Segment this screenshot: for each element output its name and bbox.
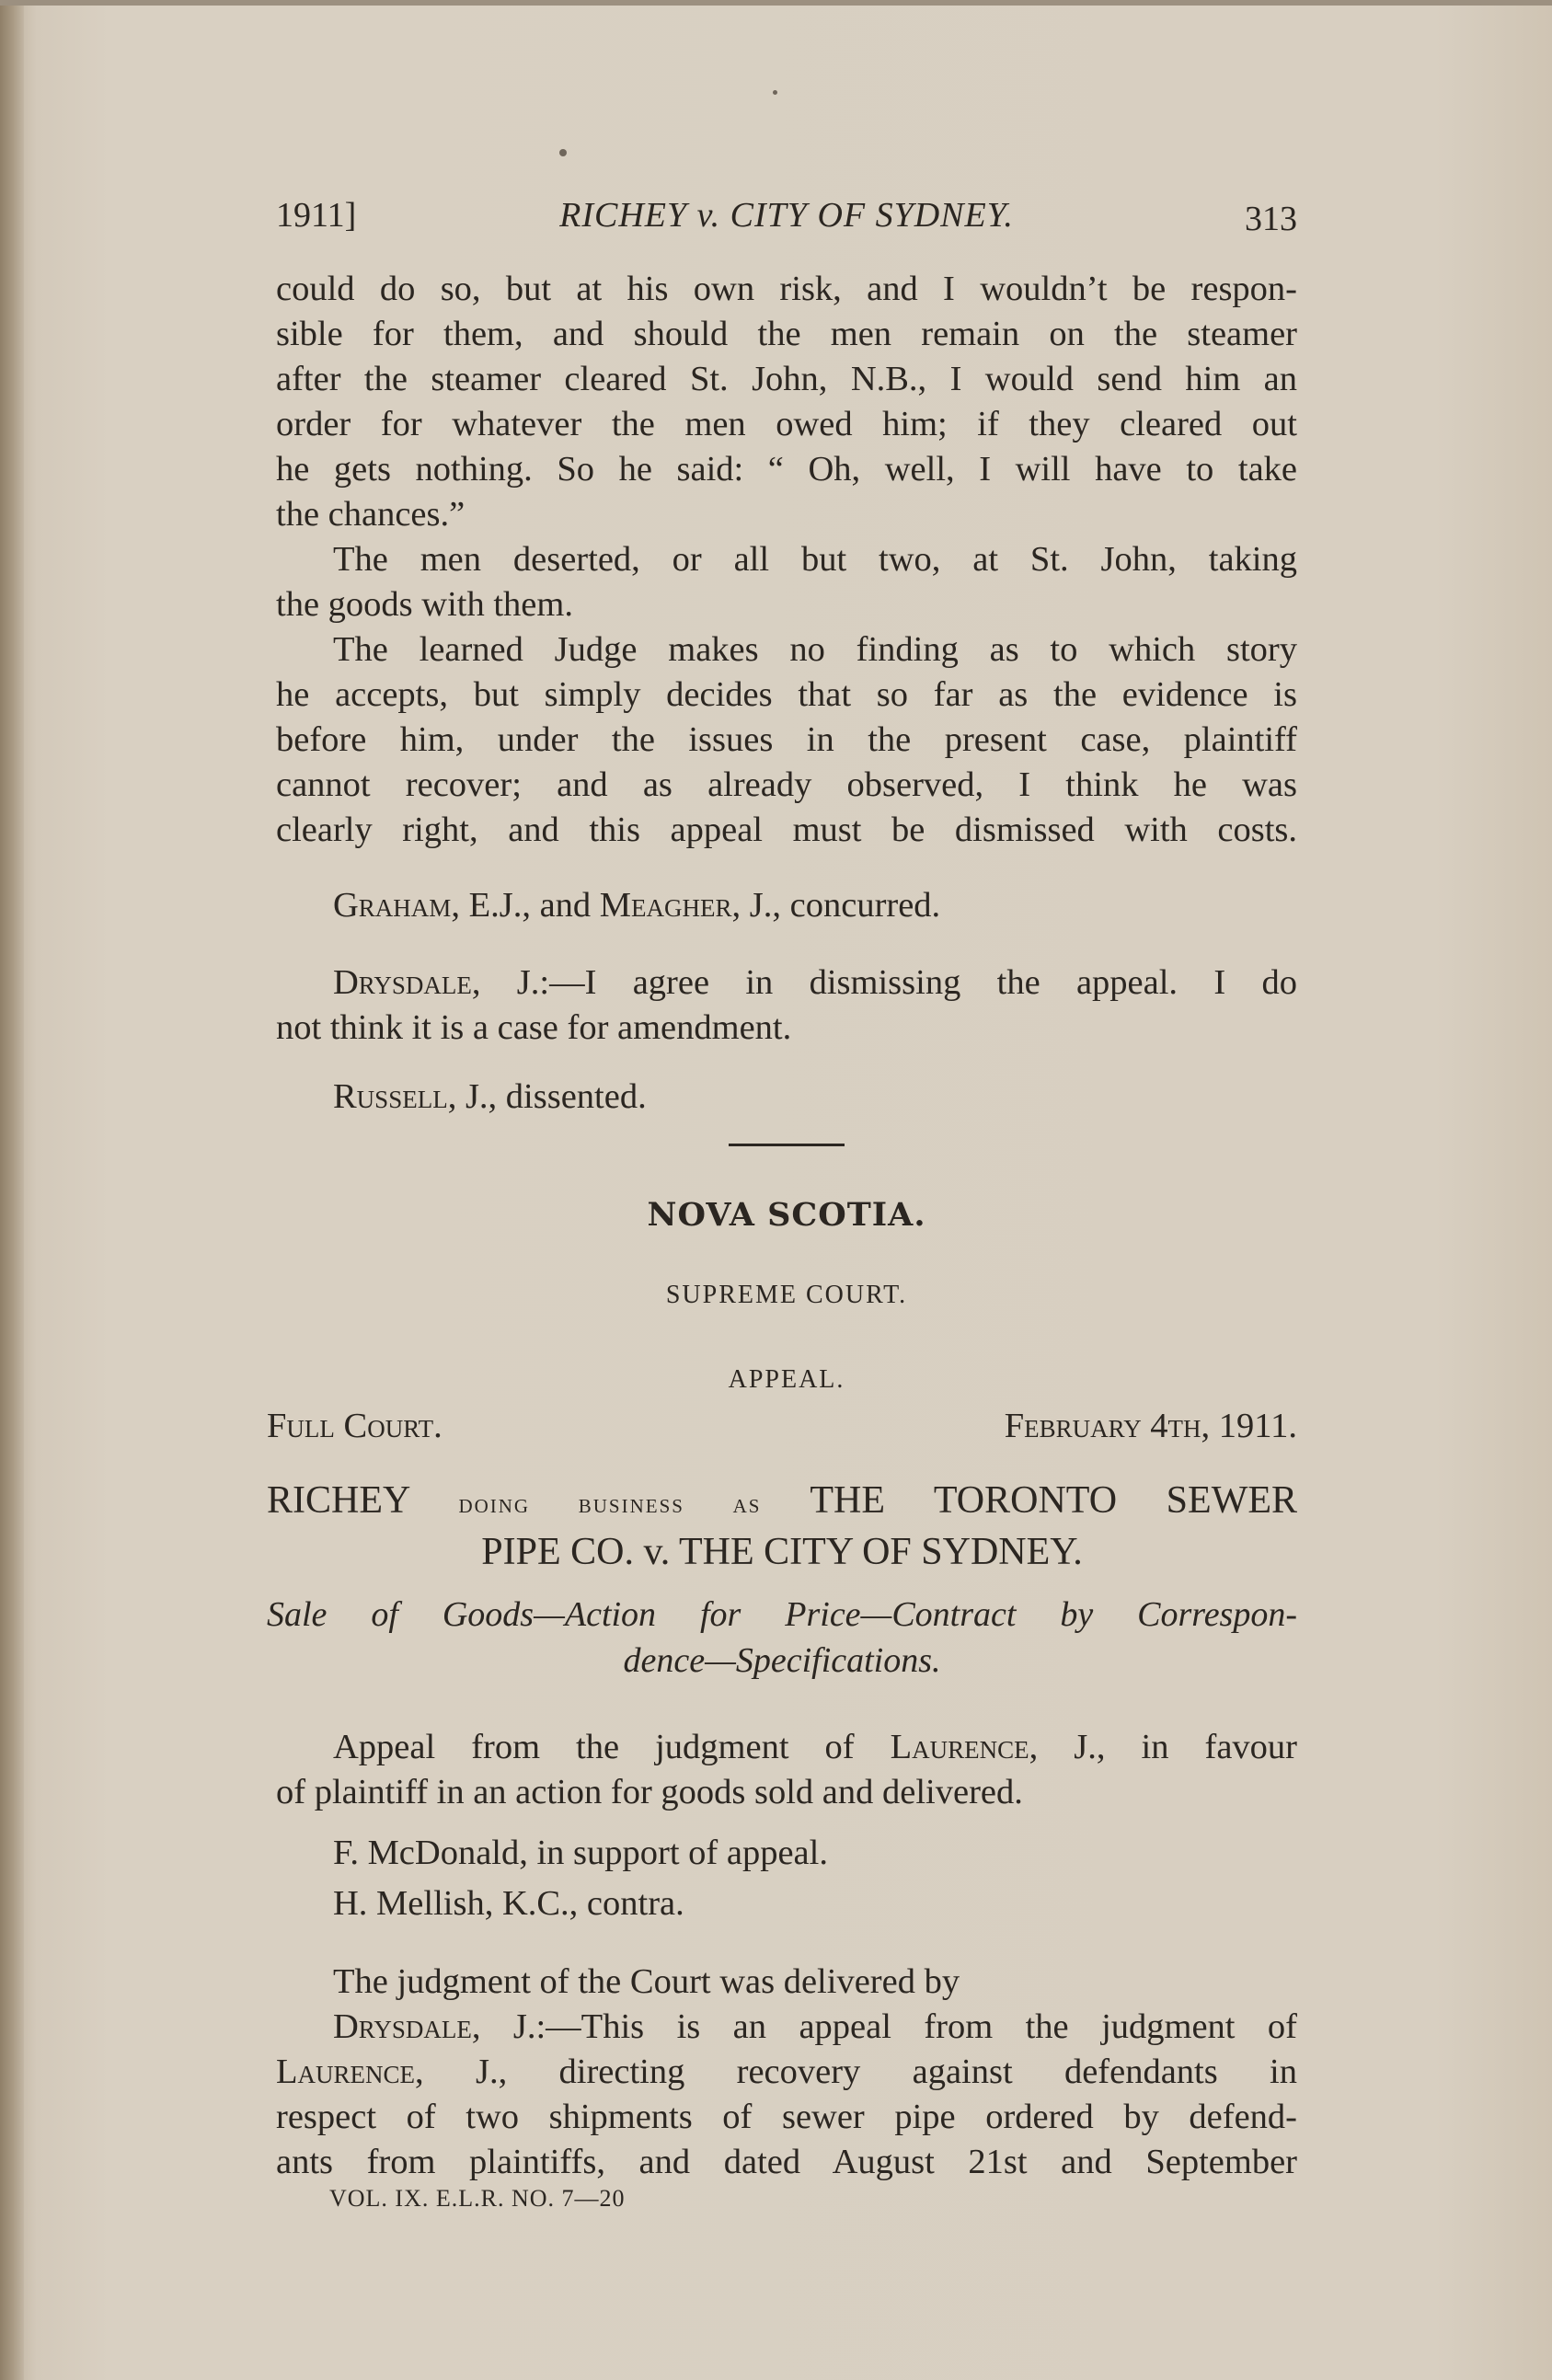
counsel-list [276,1831,1297,1926]
headnote [267,1592,1297,1684]
judge-name: Drysdale [333,2007,472,2046]
court-date-row [267,1406,1297,1454]
header-year: 1911] [276,196,357,235]
judge-name: Russell [333,1077,448,1116]
text-line: The men deserted, or all but two, at St. John, taking [333,540,1297,579]
text-line: could do so, but at his own risk, and I wouldn’t be respon- [276,270,1297,308]
versus: v. [643,1531,671,1573]
ink-speck [773,90,777,95]
appeal-heading: APPEAL. [728,1365,845,1394]
text-line: not think it is a case for amendment. [276,1008,792,1047]
court-heading: SUPREME COURT. [665,1281,908,1309]
doing-business-as: doing business as [458,1489,762,1519]
russell-paragraph [276,1075,1297,1120]
text-line: the chances.” [276,495,466,534]
drysdale-paragraph [276,960,1297,1051]
body-text-top [276,267,1297,853]
text-line: Russell, J., dissented. [333,1077,647,1116]
concurrence-paragraph [276,883,1297,928]
text-line: cannot recover; and as already observed, I think he was [276,765,1297,804]
text-line: of plaintiff in an action for goods sold and delivered. [276,1773,1023,1811]
ink-speck [559,149,567,156]
counsel-line: H. Mellish, K.C., contra. [333,1884,684,1923]
judgment-paragraph [276,1960,1297,2185]
counsel-line: F. McDonald, in support of appeal. [333,1834,828,1872]
judge-name: Graham [333,886,452,925]
text-line: he accepts, but simply decides that so far as the evidence is [276,675,1297,714]
judge-name: Drysdale [333,963,472,1002]
headnote-line: dence—Specifications. [623,1641,941,1680]
section-divider [729,1144,845,1146]
headnote-line: Sale of Goods—Action for Price—Contract by Correspon- [267,1595,1297,1634]
text-line: Drysdale, J.:—This is an appeal from the judgment of [333,2007,1297,2046]
page-number: 313 [1245,200,1297,238]
text-line: clearly right, and this appeal must be dismissed with costs. [276,811,1297,849]
text-line: order for whatever the men owed him; if they cleared out [276,405,1297,443]
decision-date: February 4th, 1911. [1004,1407,1297,1445]
text-line: after the steamer cleared St. John, N.B., I would send him an [276,360,1297,398]
party-name: RICHEY [267,1479,409,1522]
text-line: sible for them, and should the men remain on the steamer [276,315,1297,353]
text-line: the goods with them. [276,585,573,624]
judge-name: Laurence [276,2052,416,2091]
book-spine-edge [0,0,24,2380]
case-title [267,1477,1297,1576]
text-line: The learned Judge makes no finding as to which story [333,630,1297,669]
judge-name: Laurence [890,1728,1029,1766]
text-line: respect of two shipments of sewer pipe ordered by defend- [276,2098,1297,2136]
running-title: RICHEY v. CITY OF SYDNEY. [559,196,1014,235]
judge-name: Meagher [599,886,732,925]
firm-name: THE TORONTO SEWER [810,1479,1298,1522]
text-line: ants from plaintiffs, and dated August 21st and September [276,2143,1297,2181]
case-title-line: PIPE CO. v. THE CITY OF SYDNEY. [481,1531,1083,1573]
case-title-line [267,1477,1297,1528]
page-top-edge [0,0,1552,6]
signature-mark: VOL. IX. E.L.R. NO. 7—20 [329,2185,626,2212]
court-label: Full Court. [267,1407,443,1445]
appeal-from-paragraph [276,1725,1297,1815]
text-line: Appeal from the judgment of Laurence, J., in favour [333,1728,1297,1766]
running-header [276,195,1297,250]
text-line: before him, under the issues in the present case, plaintiff [276,720,1297,759]
text-line: Graham, E.J., and Meagher, J., concurred. [333,886,941,925]
text-line: The judgment of the Court was delivered by [333,1962,960,2001]
text-line: he gets nothing. So he said: “ Oh, well, I will have to take [276,450,1297,489]
text-line: Laurence, J., directing recovery against defendants in [276,2052,1297,2091]
text-line: Drysdale, J.:—I agree in dismissing the appeal. I do [333,963,1297,1002]
province-heading: NOVA SCOTIA. [647,1196,926,1234]
